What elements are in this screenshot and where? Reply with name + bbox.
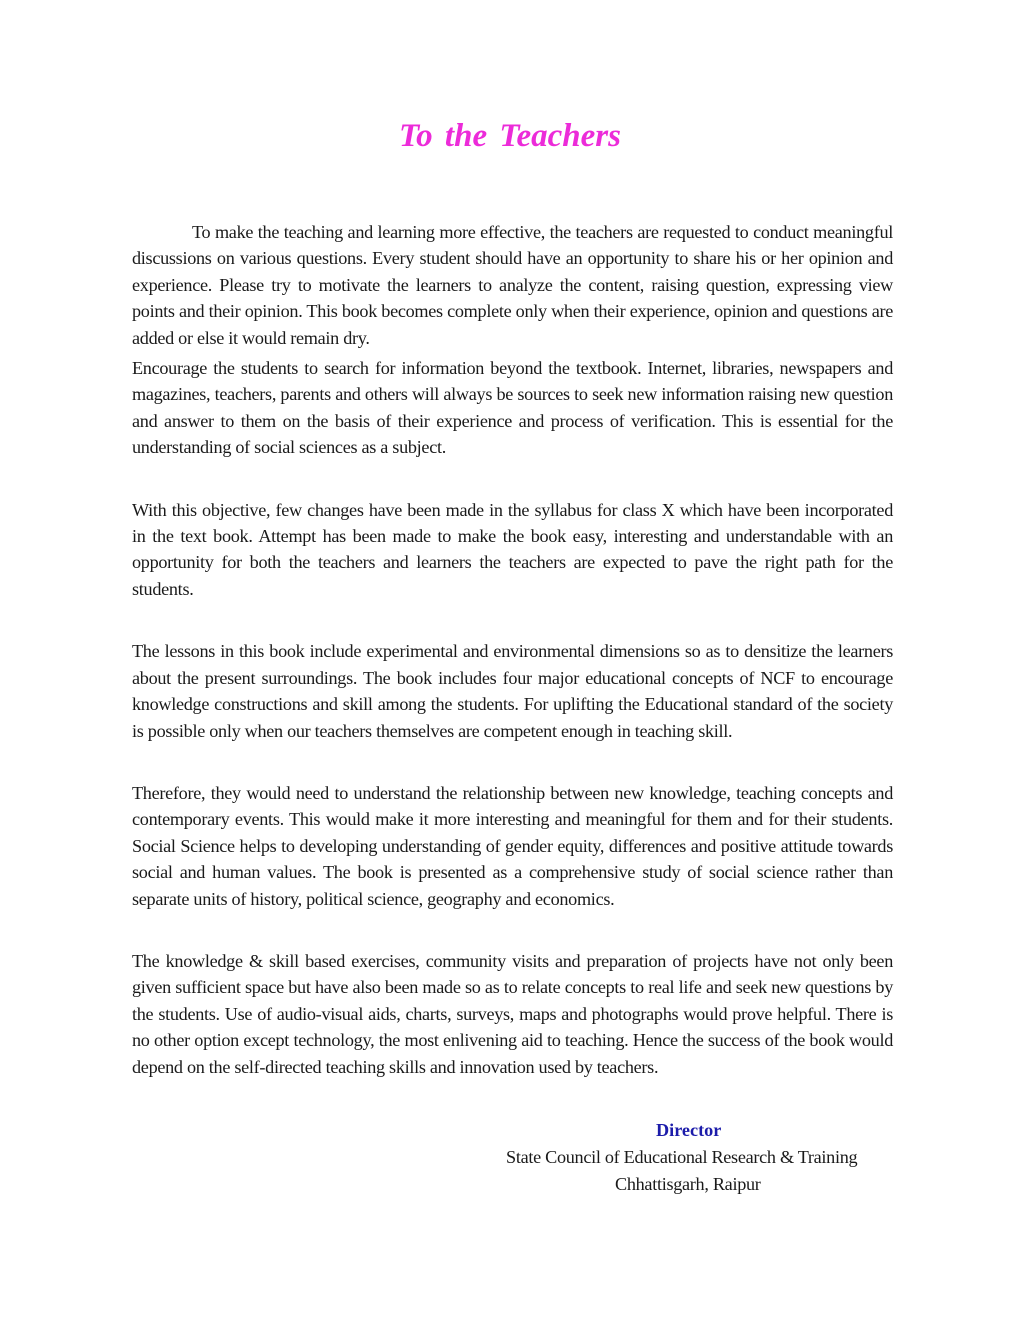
paragraph-intro: To make the teaching and learning more effective, the teachers are requested to conduct meaningful discussions on various questions. Every student should have an opportunity to share his or her opinion and experience. Please try to motivate the learners to analyze the content, raising question, expressing view points and their opinion. This book becomes complete only when their experience, opinion and questions are added or else it would remain dry.: [132, 222, 893, 348]
paragraph-encourage: Encourage the students to search for information beyond the textbook. Internet, libraries, newspapers and magazines, teachers, parents and others will always be sources to seek new information raising new question and answer to them on the basis of their experience and process of verification. This is essential for the understanding of social sciences as a subject.: [132, 358, 893, 458]
body-text: [132, 219, 893, 1080]
signature-role: Director: [656, 1120, 722, 1140]
paragraph-lessons: The lessons in this book include experimental and environmental dimensions so as to densitize the learners about the present surroundings. The book includes four major educational concepts of NCF to encourage knowledge constructions and skill among the students. For uplifting the Educational standard of the society is possible only when our teachers themselves are competent enough in teaching skill.: [132, 641, 893, 741]
paragraph-exercises: The knowledge & skill based exercises, community visits and preparation of projects have not only been given sufficient space but have also been made so as to relate concepts to real life and seek new questions by the students. Use of audio-visual aids, charts, surveys, maps and photographs would prove helpful. There is no other option except technology, the most enlivening aid to teaching. Hence the success of the book would depend on the self-directed teaching skills and innovation used by teachers.: [132, 950, 893, 1077]
paragraph-relationship: Therefore, they would need to understand the relationship between new knowledge, teaching concepts and contemporary events. This would make it more interesting and meaningful for them and for their students. Social Science helps to developing understanding of gender equity, differences and positive attitude towards social and human values. The book is presented as a comprehensive study of social science rather than separate units of history, political science, geography and economics.: [132, 782, 893, 909]
page-title: To the Teachers: [399, 118, 621, 154]
paragraph-objective: With this objective, few changes have been made in the syllabus for class X which have been incorporated in the text book. Attempt has been made to make the book easy, interesting and understandable with an opportunity for both the teachers and learners the teachers are expected to pave the right path for the students.: [132, 499, 893, 599]
signature-organization: State Council of Educational Research & Training: [506, 1147, 858, 1167]
signature-location: Chhattisgarh, Raipur: [615, 1174, 761, 1194]
